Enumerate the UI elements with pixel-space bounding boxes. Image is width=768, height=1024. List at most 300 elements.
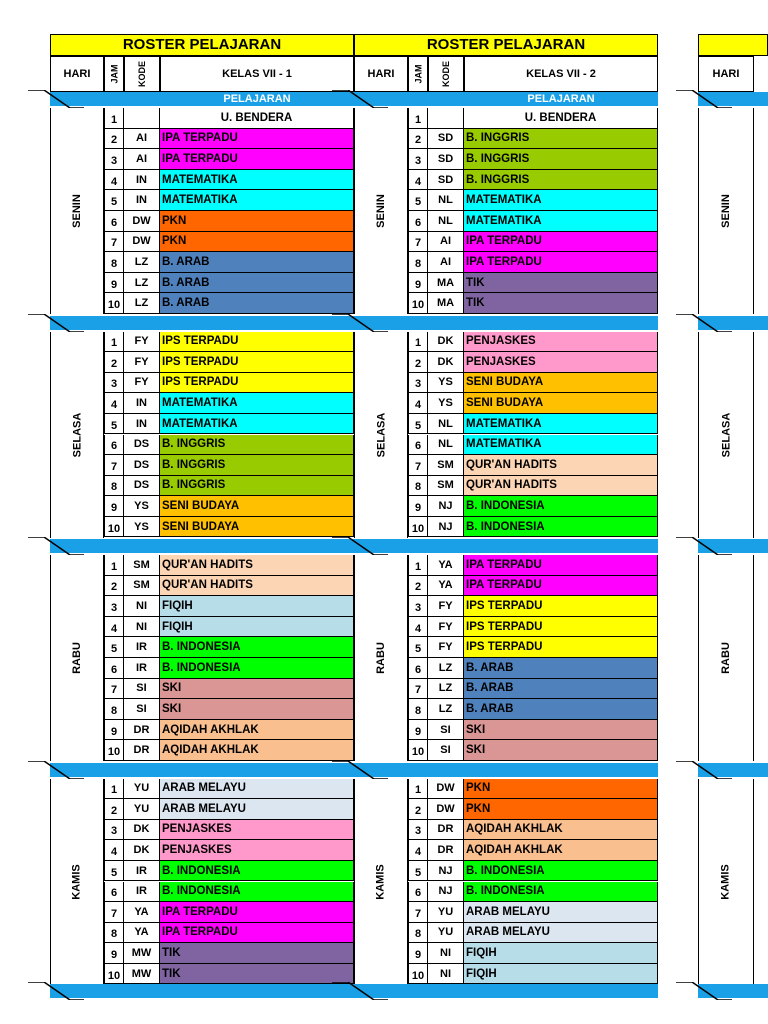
jam-cell: 5 [408,861,428,882]
day-name: SELASA [375,412,387,457]
jam-cell: 10 [104,740,124,761]
jam-cell: 2 [408,576,428,597]
jam-cell: 7 [408,455,428,476]
subject-cell: PKN [160,232,354,253]
subject-cell: PENJASKES [160,820,354,841]
jam-cell: 3 [408,149,428,170]
day-band [50,316,354,330]
subject-cell: FIQIH [160,596,354,617]
day-name-cell-right [698,779,754,985]
jam-cell: 4 [104,840,124,861]
jam-cell: 9 [104,496,124,517]
jam-cell: 7 [104,455,124,476]
header-kelas-label: KELAS VII - 2 [526,68,596,80]
subject-cell: IPA TERPADU [160,129,354,150]
kode-cell: IR [124,882,160,903]
kode-cell: FY [124,352,160,373]
jam-cell: 4 [104,393,124,414]
jam-cell: 4 [408,393,428,414]
jam-cell: 1 [104,108,124,129]
end-band [354,984,658,998]
kode-cell: NI [124,617,160,638]
day-name-cell [50,555,104,761]
subject-cell: SKI [464,720,658,741]
kode-cell: FY [428,596,464,617]
jam-cell: 7 [408,232,428,253]
kode-cell: DS [124,476,160,497]
subject-cell: AQIDAH AKHLAK [464,840,658,861]
header-hari-right-label: HARI [712,68,740,80]
jam-cell: 8 [104,476,124,497]
kode-cell: AI [428,252,464,273]
diagonal-divider-icon [676,537,732,555]
kode-cell: YA [428,555,464,576]
subject-cell: B. INGGRIS [160,476,354,497]
header-kelas [464,56,658,92]
day-name-cell [50,108,104,314]
jam-cell: 7 [408,902,428,923]
subject-cell: QUR'AN HADITS [160,555,354,576]
kode-cell: LZ [124,252,160,273]
subject-cell: IPA TERPADU [160,149,354,170]
jam-cell: 1 [104,555,124,576]
jam-cell: 2 [104,129,124,150]
kode-cell: MA [428,293,464,314]
jam-cell: 10 [104,293,124,314]
subject-cell: B. INDONESIA [464,882,658,903]
kode-cell: NJ [428,496,464,517]
header-kelas [160,56,354,92]
kode-cell: IR [124,637,160,658]
subject-cell: IPS TERPADU [464,637,658,658]
jam-cell: 6 [408,882,428,903]
kode-cell: IR [124,658,160,679]
subject-cell: B. ARAB [160,293,354,314]
subject-cell: PKN [160,211,354,232]
kode-cell: NL [428,211,464,232]
jam-cell: 2 [104,352,124,373]
day-band [50,763,354,777]
kode-cell: DS [124,435,160,456]
day-name-cell [50,332,104,538]
jam-cell: 3 [104,373,124,394]
jam-cell: 9 [408,496,428,517]
jam-cell: 1 [408,108,428,129]
subject-cell: SENI BUDAYA [160,496,354,517]
jam-cell: 9 [408,273,428,294]
kode-cell: YS [428,393,464,414]
kode-cell: MW [124,964,160,985]
jam-cell: 6 [408,658,428,679]
kode-cell: YS [428,373,464,394]
roster-title: ROSTER PELAJARAN [354,34,658,56]
jam-cell: 4 [408,617,428,638]
jam-cell: 2 [408,129,428,150]
day-name: SENIN [71,194,83,228]
subject-cell: B. INDONESIA [160,637,354,658]
header-jam-label: JAM [109,64,120,84]
kode-cell: SI [124,679,160,700]
kode-cell: SI [428,740,464,761]
day-name-cell [354,332,408,538]
jam-cell: 2 [408,799,428,820]
jam-cell: 6 [104,435,124,456]
day-name: RABU [71,642,83,674]
kode-cell: DW [428,799,464,820]
subject-cell: PENJASKES [160,840,354,861]
diagonal-divider-icon [332,761,388,779]
subject-cell: SENI BUDAYA [160,517,354,538]
subject-cell: IPA TERPADU [160,923,354,944]
jam-cell: 8 [408,476,428,497]
kode-cell: IN [124,190,160,211]
jam-cell: 5 [408,637,428,658]
kode-cell: SM [124,576,160,597]
jam-cell: 9 [408,720,428,741]
subject-cell: QUR'AN HADITS [464,476,658,497]
diagonal-divider-icon [28,982,84,1000]
jam-cell: 5 [104,190,124,211]
header-kode [124,56,160,92]
kode-cell: SM [428,455,464,476]
roster-title: ROSTER PELAJARAN [50,34,354,56]
day-name: KAMIS [374,863,387,900]
diagonal-divider-icon [332,537,388,555]
diagonal-divider-icon [332,90,388,108]
jam-cell: 8 [408,699,428,720]
kode-cell: FY [428,637,464,658]
kode-cell: SD [428,149,464,170]
jam-cell: 1 [408,779,428,800]
kode-cell: SD [428,129,464,150]
subject-cell: IPA TERPADU [464,252,658,273]
kode-cell: IN [124,393,160,414]
subject-cell: SENI BUDAYA [464,393,658,414]
kode-cell: NL [428,414,464,435]
header-jam-label: JAM [413,64,424,84]
jam-cell: 6 [104,211,124,232]
subject-cell: PENJASKES [464,352,658,373]
diagonal-divider-icon [28,537,84,555]
jam-cell: 1 [408,332,428,353]
header-hari-label: HARI [63,68,91,80]
subject-cell: B. ARAB [160,273,354,294]
subject-cell: B. ARAB [464,699,658,720]
jam-cell: 9 [408,943,428,964]
subject-cell: MATEMATIKA [160,414,354,435]
subject-cell: B. INDONESIA [464,517,658,538]
subject-cell: AQIDAH AKHLAK [160,740,354,761]
header-hari-label: HARI [367,68,395,80]
jam-cell: 9 [104,273,124,294]
jam-cell: 6 [104,658,124,679]
jam-cell: 10 [408,517,428,538]
subject-cell: IPS TERPADU [160,332,354,353]
jam-cell: 6 [408,211,428,232]
kode-cell: DK [124,840,160,861]
kode-cell: YA [124,923,160,944]
subject-cell: MATEMATIKA [160,170,354,191]
subject-cell: B. INDONESIA [464,496,658,517]
jam-cell: 3 [104,149,124,170]
subject-cell: FIQIH [464,964,658,985]
jam-cell: 3 [104,820,124,841]
kode-cell: IR [124,861,160,882]
subject-cell: B. INGGRIS [160,435,354,456]
kode-cell [428,108,464,129]
subject-cell: B. ARAB [464,658,658,679]
subject-cell: QUR'AN HADITS [464,455,658,476]
subject-cell: IPS TERPADU [160,352,354,373]
subject-cell: ARAB MELAYU [160,799,354,820]
kode-cell: LZ [124,293,160,314]
kode-cell: LZ [428,699,464,720]
subject-cell: B. ARAB [160,252,354,273]
day-name: RABU [375,642,387,674]
header-jam [408,56,428,92]
day-name-cell-right [698,555,754,761]
kode-cell: DK [428,352,464,373]
end-band [50,984,354,998]
subject-cell: MATEMATIKA [160,393,354,414]
jam-cell: 5 [104,414,124,435]
subject-cell: B. INDONESIA [160,861,354,882]
jam-cell: 4 [104,617,124,638]
header-kode-label: KODE [136,60,147,88]
jam-cell: 8 [408,252,428,273]
kode-cell: SM [124,555,160,576]
jam-cell: 8 [104,923,124,944]
kode-cell: DR [124,720,160,741]
day-band [50,539,354,553]
jam-cell: 10 [104,517,124,538]
subject-cell: AQIDAH AKHLAK [160,720,354,741]
subject-cell: B. INDONESIA [464,861,658,882]
diagonal-divider-icon [676,761,732,779]
band-label-pelajaran: PELAJARAN [223,93,291,105]
jam-cell: 4 [408,840,428,861]
diagonal-divider-icon [28,314,84,332]
subject-cell: SENI BUDAYA [464,373,658,394]
day-band [354,539,658,553]
subject-cell: SKI [160,679,354,700]
kode-cell: NI [124,596,160,617]
subject-cell: IPS TERPADU [160,373,354,394]
diagonal-divider-icon [676,314,732,332]
subject-cell: FIQIH [464,943,658,964]
day-name: SELASA [71,412,83,457]
header-kelas-label: KELAS VII - 1 [222,68,292,80]
kode-cell: YS [124,496,160,517]
jam-cell: 9 [104,943,124,964]
subject-cell: TIK [464,293,658,314]
jam-cell: 2 [104,799,124,820]
header-hari [50,56,104,92]
subject-cell: ARAB MELAYU [464,902,658,923]
kode-cell: IN [124,170,160,191]
subject-cell: ARAB MELAYU [160,779,354,800]
kode-cell: DR [124,740,160,761]
subject-cell: PKN [464,779,658,800]
jam-cell: 1 [408,555,428,576]
day-name-right: RABU [720,642,732,674]
jam-cell: 7 [104,902,124,923]
kode-cell: YU [428,902,464,923]
diagonal-divider-icon [28,90,84,108]
jam-cell: 3 [408,820,428,841]
day-name: SENIN [375,194,387,228]
kode-cell: DK [124,820,160,841]
kode-cell [124,108,160,129]
day-name-right: KAMIS [719,863,732,900]
jam-cell: 3 [104,596,124,617]
subject-cell: B. ARAB [464,679,658,700]
kode-cell: LZ [428,679,464,700]
subject-cell: U. BENDERA [464,108,658,129]
jam-cell: 3 [408,596,428,617]
kode-cell: YU [124,779,160,800]
subject-cell: IPA TERPADU [464,232,658,253]
kode-cell: YU [124,799,160,820]
jam-cell: 1 [104,779,124,800]
roster-title-partial [698,34,768,56]
jam-cell: 2 [408,352,428,373]
jam-cell: 5 [408,414,428,435]
subject-cell: MATEMATIKA [160,190,354,211]
jam-cell: 9 [104,720,124,741]
header-hari-right [698,56,754,92]
subject-cell: QUR'AN HADITS [160,576,354,597]
jam-cell: 4 [408,170,428,191]
day-name-right: SELASA [720,412,732,457]
diagonal-divider-icon [332,314,388,332]
kode-cell: IN [124,414,160,435]
header-jam [104,56,124,92]
subject-cell: B. INGGRIS [464,149,658,170]
subject-cell: MATEMATIKA [464,435,658,456]
kode-cell: NI [428,943,464,964]
day-name: KAMIS [70,863,83,900]
jam-cell: 6 [104,882,124,903]
jam-cell: 5 [104,861,124,882]
day-name-cell-right [698,332,754,538]
subject-cell: SKI [160,699,354,720]
subject-cell: MATEMATIKA [464,190,658,211]
subject-cell: SKI [464,740,658,761]
kode-cell: DW [428,779,464,800]
jam-cell: 5 [104,637,124,658]
kode-cell: NJ [428,861,464,882]
subject-cell: TIK [464,273,658,294]
jam-cell: 3 [408,373,428,394]
kode-cell: DK [428,332,464,353]
header-kode [428,56,464,92]
jam-cell: 7 [104,232,124,253]
kode-cell: SM [428,476,464,497]
day-name-cell [354,108,408,314]
diagonal-divider-icon [676,90,732,108]
kode-cell: NL [428,435,464,456]
kode-cell: FY [124,332,160,353]
jam-cell: 7 [408,679,428,700]
kode-cell: DW [124,211,160,232]
kode-cell: DR [428,840,464,861]
subject-cell: B. INGGRIS [464,170,658,191]
subject-cell: IPS TERPADU [464,596,658,617]
jam-cell: 1 [104,332,124,353]
diagonal-divider-icon [676,982,732,1000]
jam-cell: 2 [104,576,124,597]
kode-cell: YU [428,923,464,944]
day-name-cell [50,779,104,985]
kode-cell: LZ [428,658,464,679]
jam-cell: 8 [104,252,124,273]
header-hari [354,56,408,92]
day-name-cell [354,779,408,985]
jam-cell: 8 [408,923,428,944]
kode-cell: YA [428,576,464,597]
subject-cell: B. INGGRIS [464,129,658,150]
kode-cell: AI [124,149,160,170]
kode-cell: NI [428,964,464,985]
kode-cell: NJ [428,882,464,903]
header-kode-label: KODE [440,60,451,88]
day-name-right: SENIN [720,194,732,228]
subject-cell: ARAB MELAYU [464,923,658,944]
kode-cell: NL [428,190,464,211]
kode-cell: FY [124,373,160,394]
kode-cell: MA [428,273,464,294]
kode-cell: SD [428,170,464,191]
kode-cell: AI [124,129,160,150]
day-name-cell-right [698,108,754,314]
subject-cell: PENJASKES [464,332,658,353]
subject-cell: MATEMATIKA [464,211,658,232]
jam-cell: 8 [104,699,124,720]
subject-cell: FIQIH [160,617,354,638]
subject-cell: B. INGGRIS [160,455,354,476]
kode-cell: YS [124,517,160,538]
diagonal-divider-icon [28,761,84,779]
jam-cell: 10 [104,964,124,985]
kode-cell: LZ [124,273,160,294]
kode-cell: NJ [428,517,464,538]
subject-cell: IPA TERPADU [464,555,658,576]
jam-cell: 6 [408,435,428,456]
subject-cell: B. INDONESIA [160,882,354,903]
kode-cell: SI [124,699,160,720]
kode-cell: YA [124,902,160,923]
subject-cell: IPS TERPADU [464,617,658,638]
day-band [354,316,658,330]
subject-cell: IPA TERPADU [464,576,658,597]
subject-cell: U. BENDERA [160,108,354,129]
jam-cell: 4 [104,170,124,191]
jam-cell: 5 [408,190,428,211]
diagonal-divider-icon [332,982,388,1000]
day-band [354,763,658,777]
subject-cell: PKN [464,799,658,820]
jam-cell: 10 [408,964,428,985]
band-label-pelajaran: PELAJARAN [527,93,595,105]
subject-cell: B. INDONESIA [160,658,354,679]
kode-cell: DW [124,232,160,253]
kode-cell: FY [428,617,464,638]
jam-cell: 7 [104,679,124,700]
kode-cell: DS [124,455,160,476]
kode-cell: SI [428,720,464,741]
subject-cell: IPA TERPADU [160,902,354,923]
